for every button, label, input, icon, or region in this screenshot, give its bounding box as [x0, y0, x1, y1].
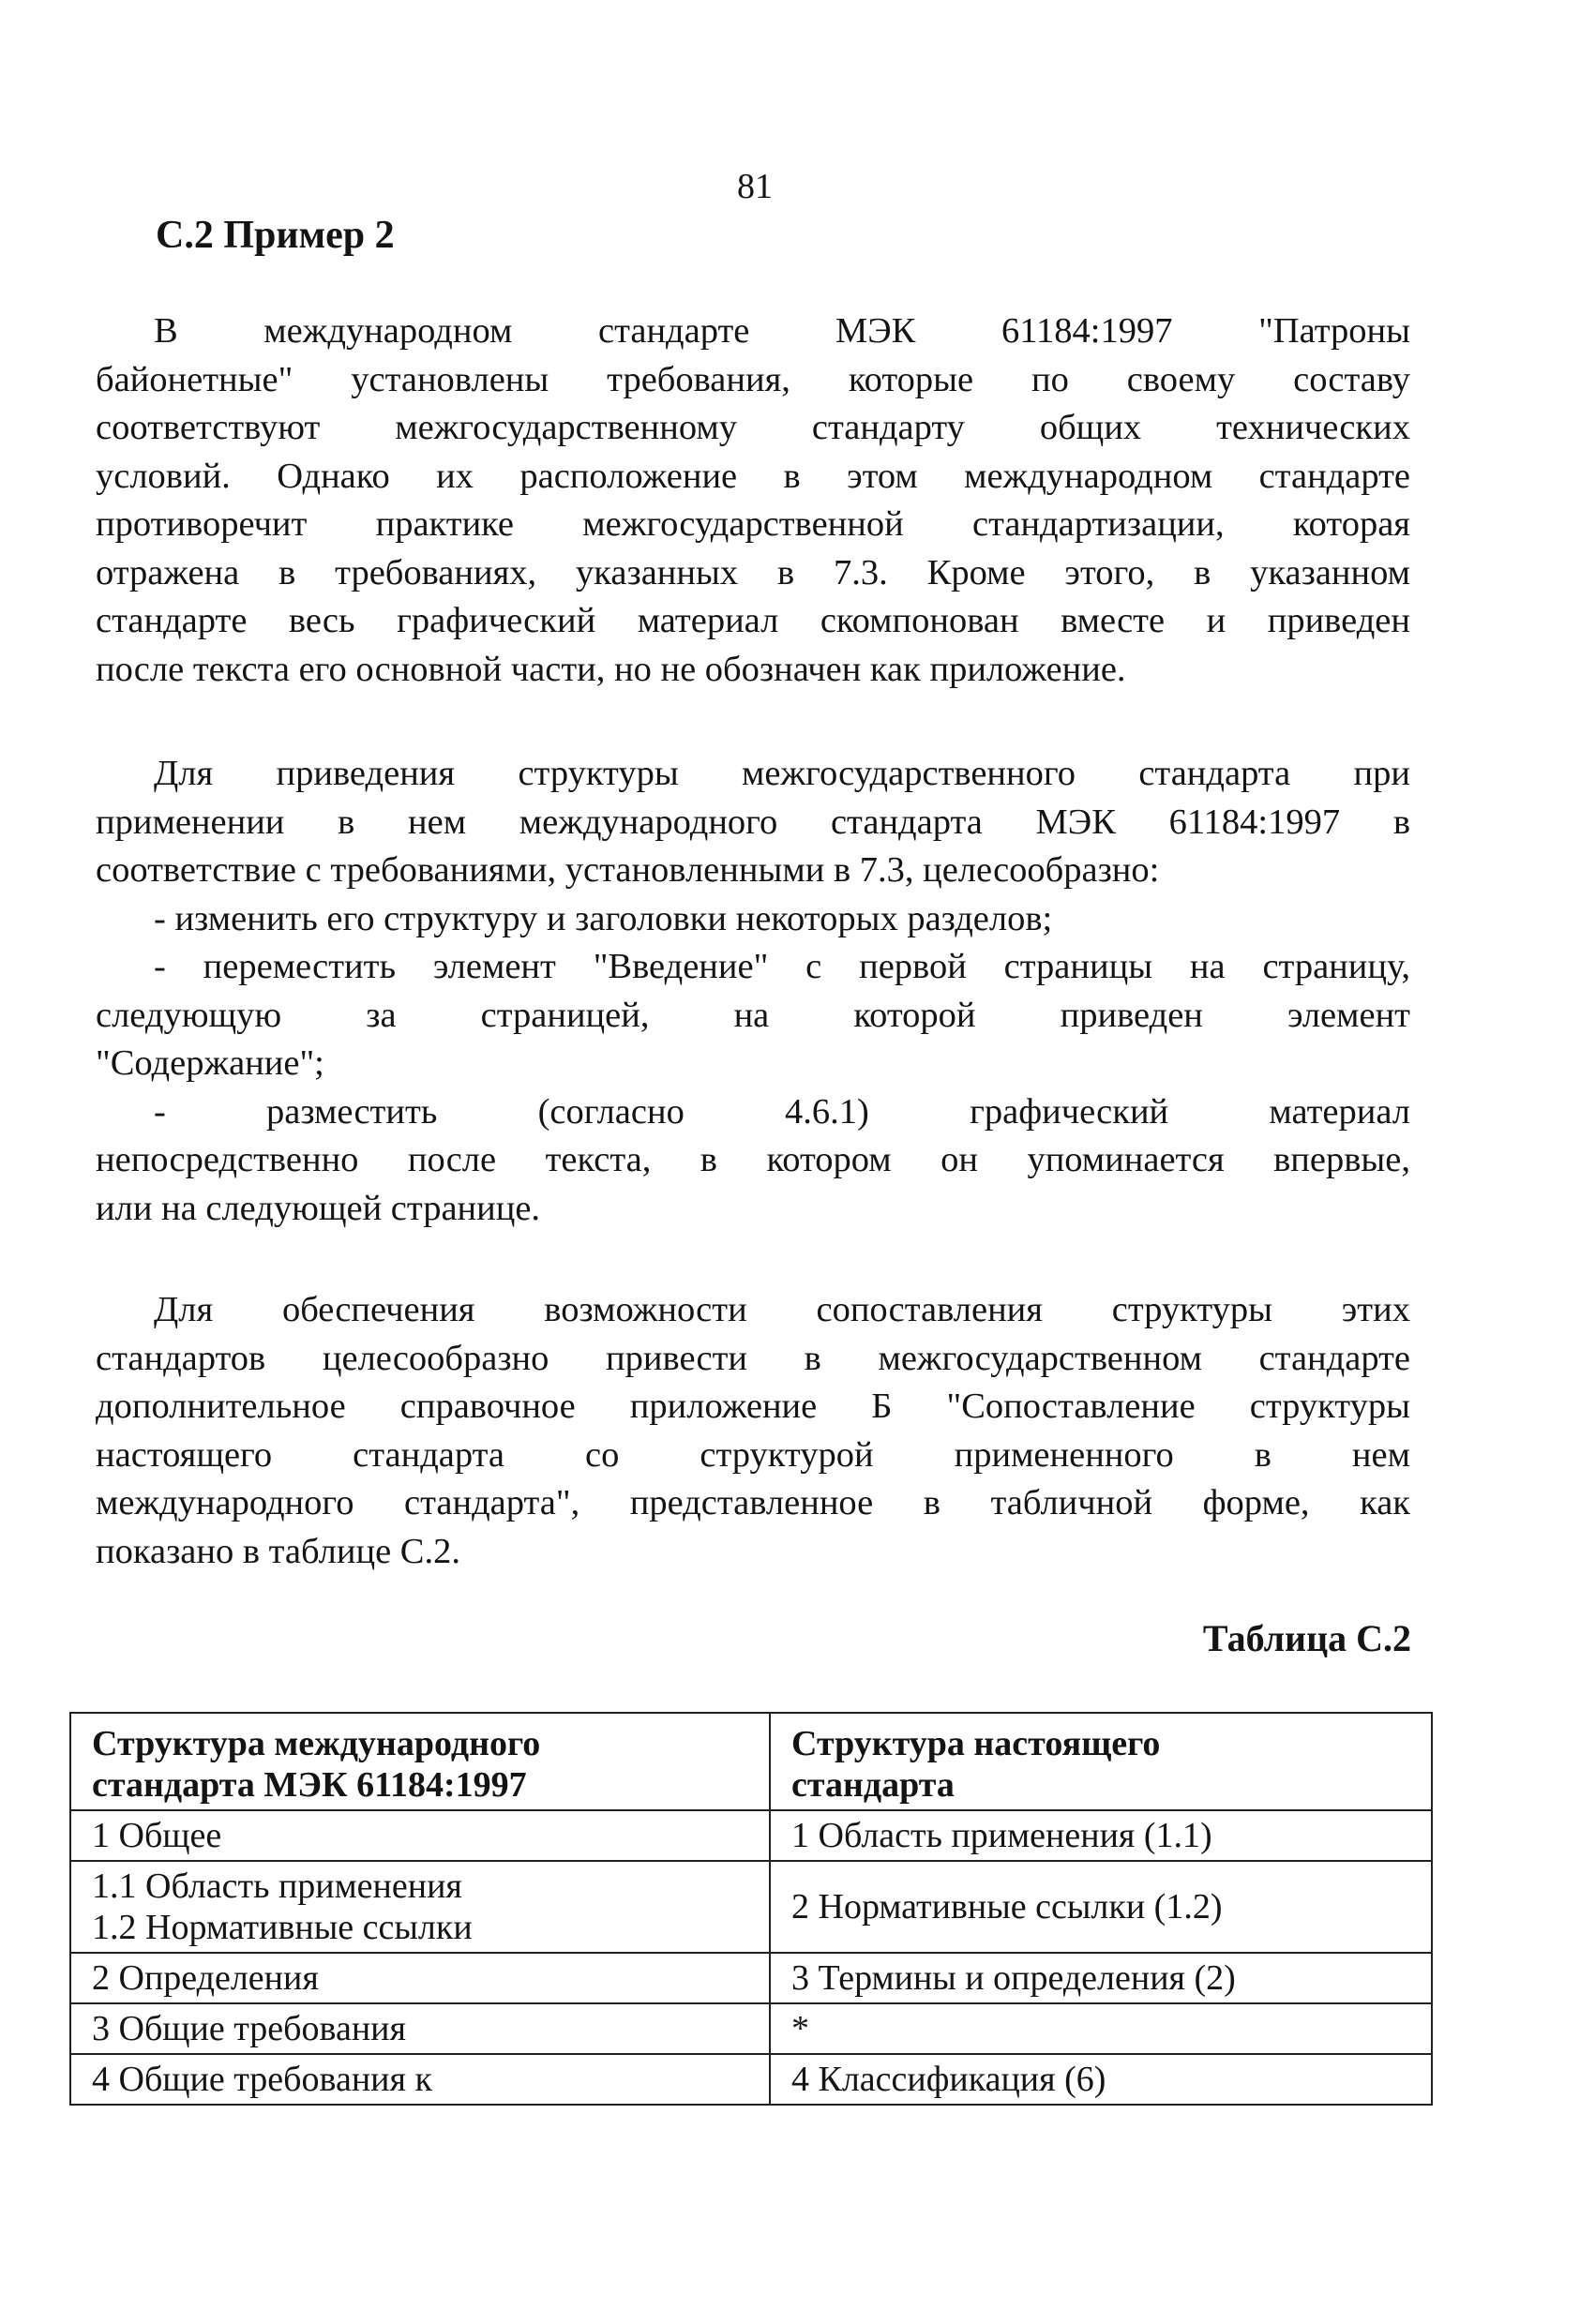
- paragraph-3: [96, 1286, 1410, 1576]
- paragraph-1: [96, 307, 1410, 694]
- text-line: соответствие с требованиями, установленными в 7.3, целесообразно:: [96, 850, 1160, 890]
- table-cell: 3 Термины и определения (2): [770, 1953, 1432, 2003]
- list-item: - переместить элемент "Введение" с первой страницы на страницу,: [154, 947, 1410, 986]
- section-title: С.2 Пример 2: [156, 214, 395, 257]
- text-line: международного стандарта", представленное в табличной форме, как: [96, 1483, 1410, 1522]
- text-line: стандартов целесообразно привести в межгосударственном стандарте: [96, 1338, 1410, 1378]
- text-line: настоящего стандарта со структурой примененного в нем: [96, 1434, 1410, 1475]
- list-item-line: или на следующей странице.: [96, 1188, 541, 1228]
- text-line: противоречит практике межгосударственной стандартизации, которая: [96, 504, 1410, 544]
- table-cell: 3 Общие требования: [70, 2003, 770, 2054]
- table-cell: 4 Общие требования к: [70, 2054, 770, 2105]
- list-item-line: "Содержание";: [96, 1043, 324, 1083]
- text-line: байонетные" установлены требования, которые по своему составу: [96, 359, 1410, 399]
- table-row: [70, 1953, 1432, 2003]
- table-cell: 1 Общее: [70, 1810, 770, 1861]
- text-line: дополнительное справочное приложение Б "Сопоставление структуры: [96, 1387, 1410, 1426]
- text-line: условий. Однако их расположение в этом международном стандарте: [96, 456, 1410, 496]
- table-row: [70, 1810, 1432, 1861]
- text-line: Для обеспечения возможности сопоставления структуры этих: [154, 1290, 1410, 1329]
- structure-mapping-table: [69, 1712, 1433, 2106]
- table-header-row: [70, 1713, 1432, 1810]
- page-number: 81: [737, 167, 773, 206]
- list-item: - изменить его структуру и заголовки некоторых разделов;: [154, 898, 1053, 938]
- list-item-line: непосредственно после текста, в котором он упоминается впервые,: [96, 1140, 1410, 1179]
- table-cell: 2 Нормативные ссылки (1.2): [770, 1861, 1432, 1953]
- text-line: применении в нем международного стандарта МЭК 61184:1997 в: [96, 802, 1410, 842]
- table-cell: 4 Классификация (6): [770, 2054, 1432, 2105]
- list-item-line: следующую за страницей, на которой приведен элемент: [96, 995, 1410, 1035]
- header-international-standard: Структура международного стандарта МЭК 61184:1997: [70, 1713, 770, 1810]
- table-cell: 2 Определения: [70, 1953, 770, 2003]
- text-line: показано в таблице С.2.: [96, 1531, 460, 1571]
- text-line: соответствуют межгосударственному стандарту общих технических: [96, 408, 1410, 447]
- text-line: В международном стандарте МЭК 61184:1997 "Патроны: [154, 311, 1410, 351]
- table-row: [70, 2003, 1432, 2054]
- text-line: отражена в требованиях, указанных в 7.3. Кроме этого, в указанном: [96, 552, 1410, 592]
- table-cell: 1 Область применения (1.1): [770, 1810, 1432, 1861]
- text-line: стандарте весь графический материал скомпонован вместе и приведен: [96, 601, 1410, 640]
- table-row: [70, 2054, 1432, 2105]
- list-item: - разместить (согласно 4.6.1) графический материал: [154, 1091, 1410, 1132]
- table-caption: Таблица С.2: [1202, 1617, 1411, 1659]
- table-row: [70, 1861, 1432, 1953]
- table-cell: 1.1 Область применения 1.2 Нормативные ссылки: [70, 1861, 770, 1953]
- text-line: Для приведения структуры межгосударственного стандарта при: [154, 754, 1410, 793]
- header-this-standard: Структура настоящего стандарта: [770, 1713, 1432, 1810]
- table-cell: *: [770, 2003, 1432, 2054]
- paragraph-2: [96, 750, 1410, 1233]
- text-line: после текста его основной части, но не обозначен как приложение.: [96, 649, 1126, 689]
